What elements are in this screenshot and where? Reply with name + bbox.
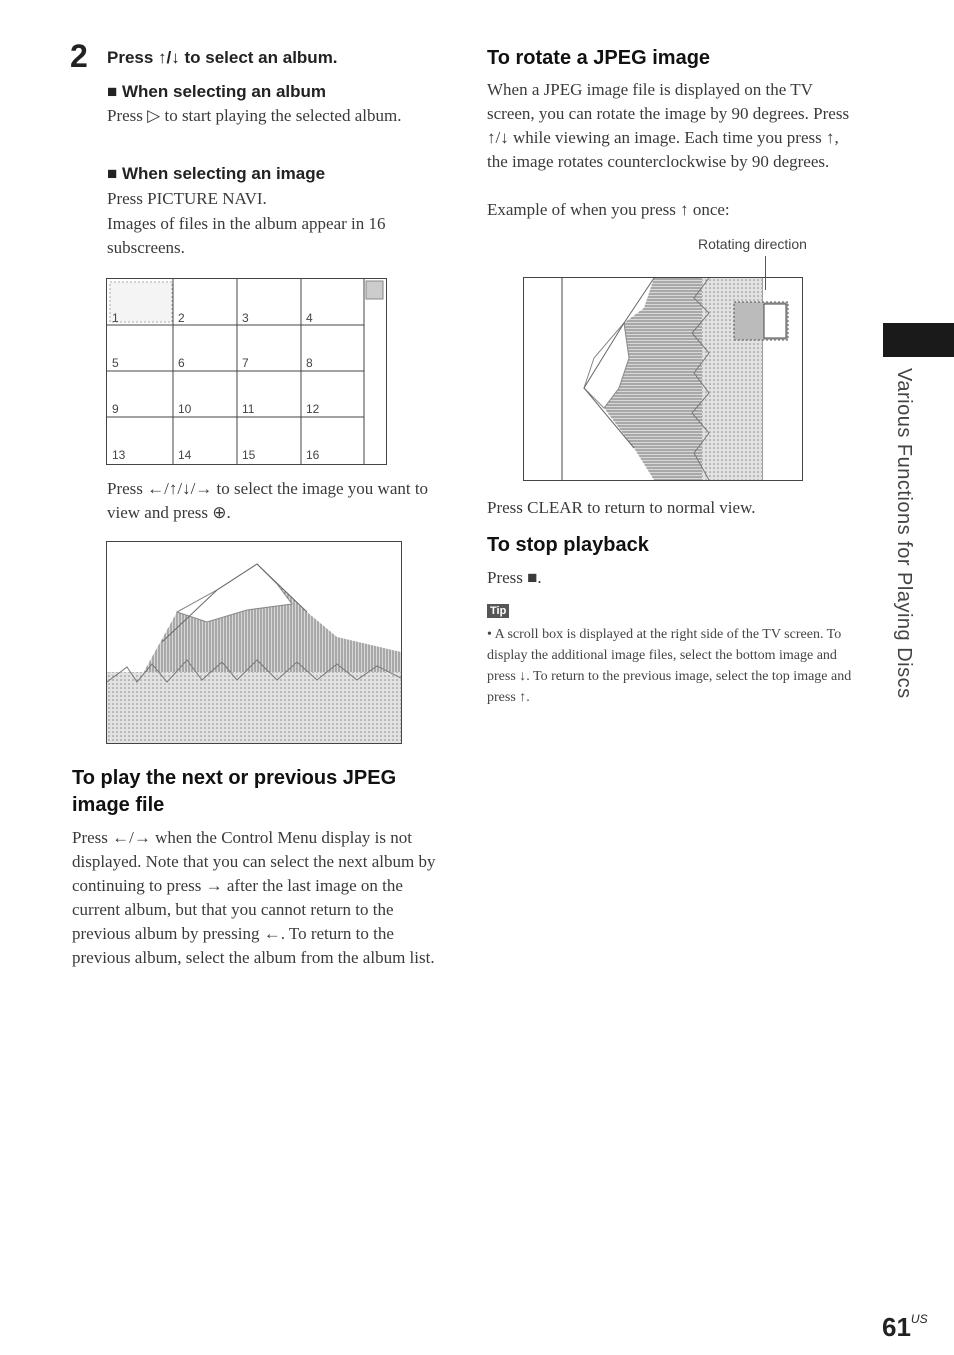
- grid-cell: 12: [306, 402, 320, 416]
- stop-text: Press ■.: [487, 568, 542, 587]
- grid-cell: 7: [242, 356, 249, 370]
- next-prev-heading: To play the next or previous JPEG image file: [72, 767, 397, 816]
- grid-lines: [107, 279, 386, 464]
- page-number: [882, 1312, 928, 1343]
- mountain-image: [106, 541, 402, 744]
- page-number-value: 61: [882, 1312, 911, 1342]
- select-text: Press ←/↑/↓/→ to select the image you want to view and press ⊕.: [107, 479, 429, 522]
- rotate-callout: Rotating direction: [698, 236, 807, 252]
- grid-cell: 15: [242, 448, 256, 462]
- grid-cell: 14: [178, 448, 192, 462]
- image-text-2: Images of files in the album appear in 16 subscreens.: [107, 214, 386, 257]
- grid-cell: 3: [242, 311, 249, 325]
- tip-badge: Tip: [487, 604, 509, 618]
- rotate-text: When a JPEG image file is displayed on the TV screen, you can rotate the image by 90 degrees. Press ↑/↓ while viewing an image. Each time you press ↑, the image rotates counterclockwise by 90 degrees.: [487, 80, 850, 171]
- side-tab-marker: [883, 323, 954, 357]
- rotated-image: [523, 277, 803, 481]
- grid-cell: 1: [112, 311, 119, 325]
- grid-cell: 2: [178, 311, 185, 325]
- page-number-suffix: US: [910, 1312, 928, 1326]
- grid-cell: 11: [242, 402, 255, 416]
- grid-cell: 4: [306, 311, 313, 325]
- callout-line: [765, 256, 766, 290]
- subscreen-grid: [106, 278, 387, 465]
- grid-cell: 5: [112, 356, 119, 370]
- album-heading: ■ When selecting an album: [107, 82, 327, 101]
- grid-cell: 9: [112, 402, 119, 416]
- album-text: Press ▷ to start playing the selected album.: [107, 106, 402, 125]
- grid-cell: 8: [306, 356, 313, 370]
- grid-cell: 6: [178, 356, 185, 370]
- image-text-1: Press PICTURE NAVI.: [107, 189, 267, 208]
- rotate-example: Example of when you press ↑ once:: [487, 200, 730, 219]
- rotated-mountain-illustration: [524, 278, 802, 480]
- grid-cell: 13: [112, 448, 126, 462]
- step-heading: Press ↑/↓ to select an album.: [107, 48, 338, 67]
- mountain-illustration: [107, 542, 401, 743]
- grid-cell: 16: [306, 448, 320, 462]
- side-tab-label: Various Functions for Playing Discs: [893, 368, 915, 699]
- grid-cell: 10: [178, 402, 192, 416]
- next-prev-text: Press ←/→ when the Control Menu display is not displayed. Note that you can select the next album by continuing to press → after the last image on the current album, but that you cannot return to the previous album by pressing ←. To return to the previous album, select the album from the album list.: [72, 828, 436, 967]
- tip-text: • A scroll box is displayed at the right side of the TV screen. To display the additional image files, select the bottom image and press ↓. To return to the previous image, select the top image and press ↑.: [487, 627, 852, 705]
- step-number: 2: [70, 38, 88, 74]
- rotate-heading: To rotate a JPEG image: [487, 47, 711, 69]
- stop-heading: To stop playback: [487, 534, 649, 556]
- image-heading: ■ When selecting an image: [107, 164, 326, 183]
- clear-text: Press CLEAR to return to normal view.: [487, 498, 756, 517]
